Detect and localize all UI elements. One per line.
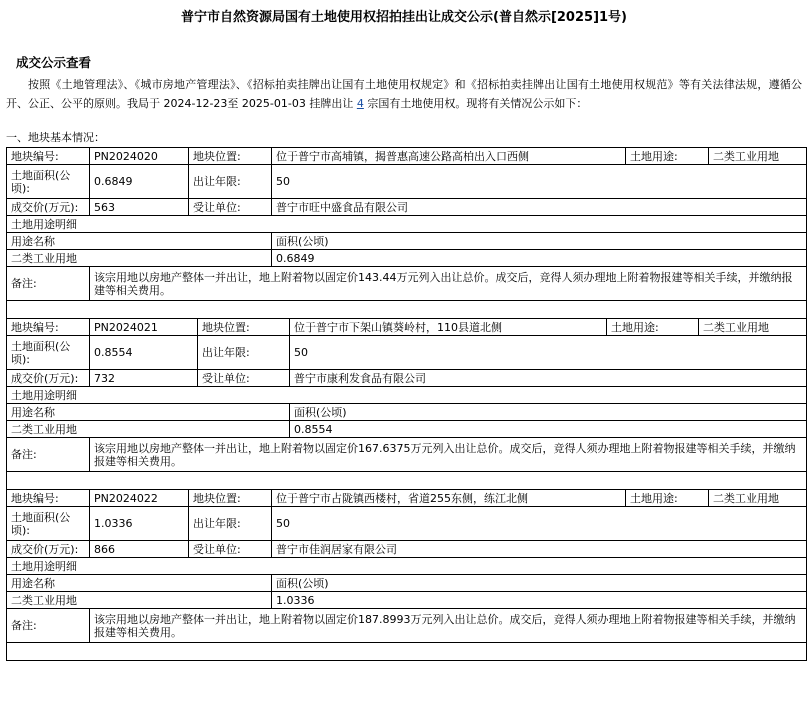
parcel-count-link[interactable]: 4 [356, 97, 364, 110]
remark-label: 备注: [7, 609, 90, 643]
detail-area-value: 1.0336 [272, 592, 807, 609]
location-label: 地块位置: [198, 319, 290, 336]
transferee-label: 受让单位: [198, 370, 290, 387]
area-col-header: 面积(公顷) [272, 575, 807, 592]
parcel-table [6, 318, 807, 490]
parcel-no-label: 地块编号: [7, 319, 90, 336]
area-value: 1.0336 [90, 507, 189, 541]
section-title: 成交公示查看 [16, 55, 92, 70]
price-label: 成交价(万元): [7, 370, 90, 387]
land-use-label: 土地用途: [626, 148, 709, 165]
location-value: 位于普宁市下架山镇葵岭村，110县道北侧 [290, 319, 607, 336]
price-label: 成交价(万元): [7, 199, 90, 216]
area-label: 土地面积(公顷): [7, 336, 90, 370]
term-value: 50 [272, 165, 807, 199]
remark-label: 备注: [7, 267, 90, 301]
transferee-label: 受让单位: [189, 199, 272, 216]
parcel-no-value: PN2024021 [90, 319, 198, 336]
land-use-label: 土地用途: [626, 490, 709, 507]
area-col-header: 面积(公顷) [290, 404, 807, 421]
area-col-header: 面积(公顷) [272, 233, 807, 250]
remark-value: 该宗用地以房地产整体一并出让，地上附着物以固定价167.6375万元列入出让总价。成交后，竞得人须办理地上附着物报建等相关手续，并缴纳报建等相关费用。 [90, 438, 807, 472]
use-name-header: 用途名称 [7, 575, 272, 592]
basic-info-heading: 一、地块基本情况： [6, 131, 105, 144]
price-value: 866 [90, 541, 189, 558]
transferee-value: 普宁市佳润居家有限公司 [272, 541, 807, 558]
parcel-separator [7, 301, 807, 319]
use-name-header: 用途名称 [7, 233, 272, 250]
intro-text-after: 宗国有土地使用权。现将有关情况公示如下： [363, 97, 588, 110]
detail-use-value: 二类工业用地 [7, 421, 290, 438]
detail-use-value: 二类工业用地 [7, 592, 272, 609]
parcel-no-label: 地块编号: [7, 148, 90, 165]
parcel-table [6, 489, 807, 661]
location-label: 地块位置: [189, 148, 272, 165]
area-value: 0.8554 [90, 336, 198, 370]
location-value: 位于普宁市占陇镇西楼村，省道255东侧，练江北侧 [272, 490, 626, 507]
use-name-header: 用途名称 [7, 404, 290, 421]
term-label: 出让年限: [198, 336, 290, 370]
land-use-value: 二类工业用地 [709, 490, 807, 507]
area-value: 0.6849 [90, 165, 189, 199]
detail-area-value: 0.6849 [272, 250, 807, 267]
parcel-separator [7, 472, 807, 490]
area-label: 土地面积(公顷): [7, 165, 90, 199]
detail-header: 土地用途明细 [7, 216, 807, 233]
intro-text-before: 按照《土地管理法》、《城市房地产管理法》、《招标拍卖挂牌出让国有土地使用权规定》和《招标拍卖挂牌出让国有土地使用权规范》等有关法律法规，遵循公开、公正、公平的原则。我局于 2024-12-23至 2025-01-03 挂牌出让 [6, 78, 802, 110]
parcel-no-label: 地块编号: [7, 490, 90, 507]
term-value: 50 [272, 507, 807, 541]
price-value: 732 [90, 370, 198, 387]
detail-header: 土地用途明细 [7, 558, 807, 575]
parcel-no-value: PN2024020 [90, 148, 189, 165]
location-label: 地块位置: [189, 490, 272, 507]
parcel-separator [7, 643, 807, 661]
parcel-list [6, 147, 806, 661]
term-value: 50 [290, 336, 807, 370]
price-value: 563 [90, 199, 189, 216]
transferee-value: 普宁市旺中盛食品有限公司 [272, 199, 807, 216]
transferee-label: 受让单位: [189, 541, 272, 558]
detail-area-value: 0.8554 [290, 421, 807, 438]
land-use-value: 二类工业用地 [709, 148, 807, 165]
transferee-value: 普宁市康利发食品有限公司 [290, 370, 807, 387]
parcel-no-value: PN2024022 [90, 490, 189, 507]
detail-header: 土地用途明细 [7, 387, 807, 404]
detail-use-value: 二类工业用地 [7, 250, 272, 267]
land-use-value: 二类工业用地 [699, 319, 807, 336]
term-label: 出让年限: [189, 507, 272, 541]
remark-value: 该宗用地以房地产整体一并出让，地上附着物以固定价187.8993万元列入出让总价。成交后，竞得人须办理地上附着物报建等相关手续，并缴纳报建等相关费用。 [90, 609, 807, 643]
area-label: 土地面积(公顷): [7, 507, 90, 541]
parcel-table [6, 147, 807, 319]
term-label: 出让年限: [189, 165, 272, 199]
remark-label: 备注: [7, 438, 90, 472]
land-use-label: 土地用途: [607, 319, 699, 336]
page-title: 普宁市自然资源局国有土地使用权招拍挂出让成交公示(普自然示[2025]1号) [181, 10, 627, 25]
intro-paragraph [6, 75, 802, 113]
remark-value: 该宗用地以房地产整体一并出让，地上附着物以固定价143.44万元列入出让总价。成交后，竞得人须办理地上附着物报建等相关手续，并缴纳报建等相关费用。 [90, 267, 807, 301]
price-label: 成交价(万元): [7, 541, 90, 558]
location-value: 位于普宁市高埔镇，揭普惠高速公路高柏出入口西侧 [272, 148, 626, 165]
